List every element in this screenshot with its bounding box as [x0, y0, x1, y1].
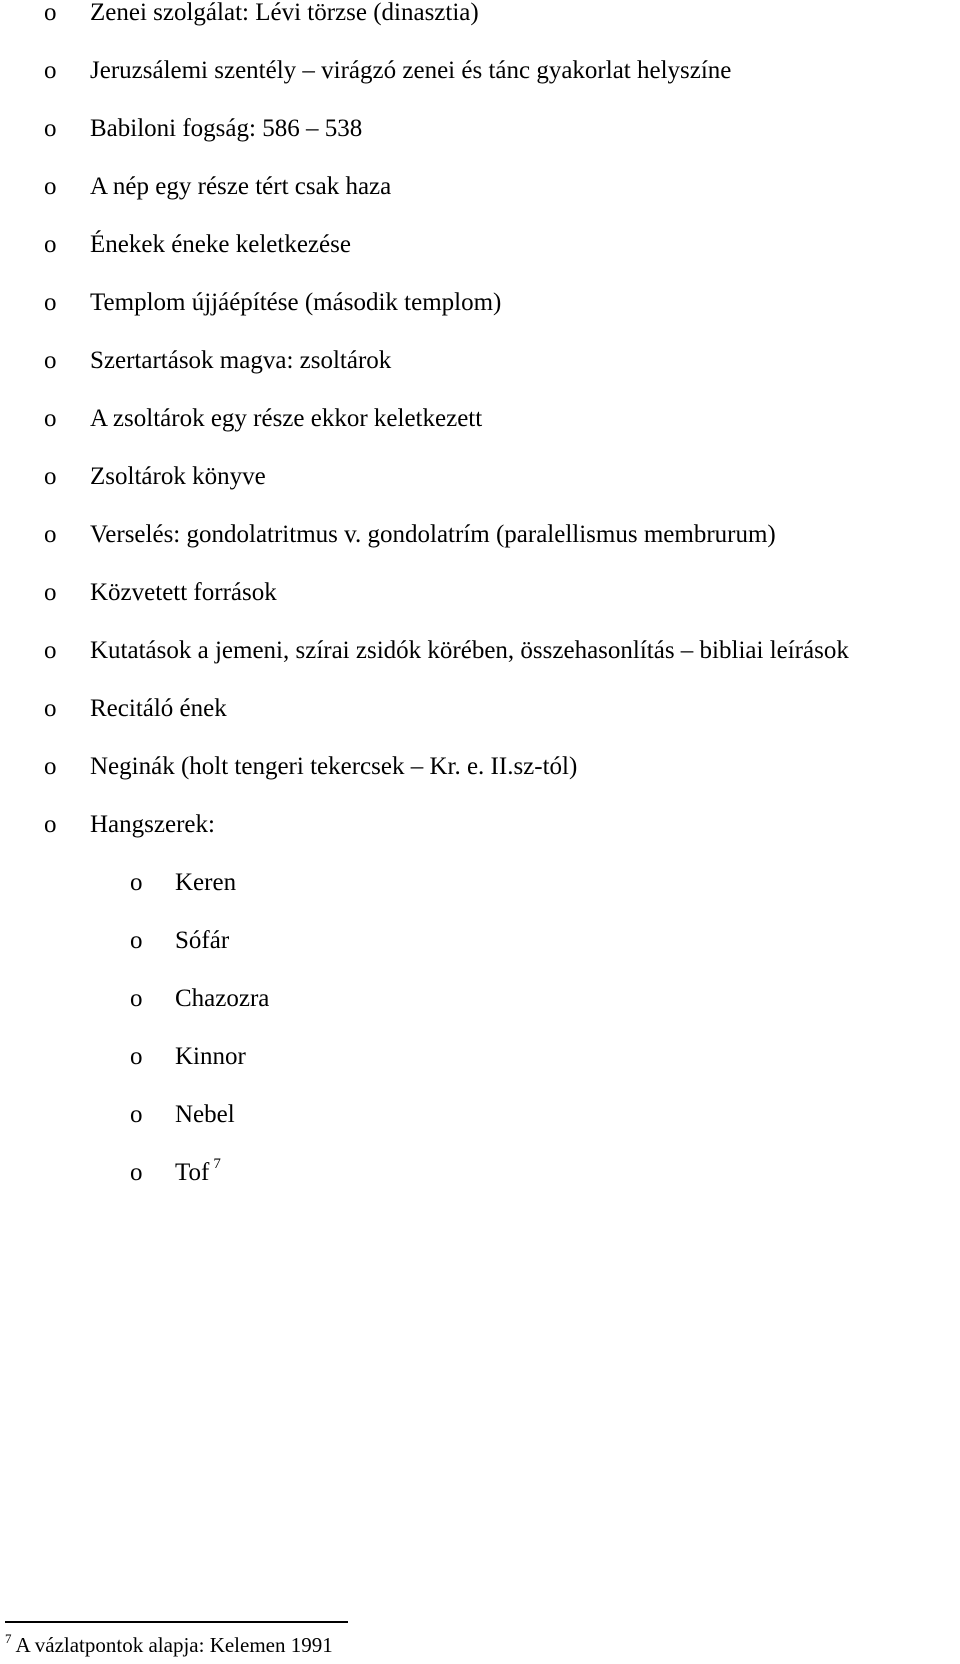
list-item-text: Templom újjáépítése (második templom) — [90, 289, 502, 316]
list-item-text: Zsoltárok könyve — [90, 463, 266, 490]
footnote-number: 7 — [5, 1631, 12, 1646]
list-item — [0, 287, 960, 319]
list-item-text: Verselés: gondolatritmus v. gondolatrím (paralellismus membrurum) — [90, 521, 776, 548]
sublist-bullet: o — [130, 1101, 143, 1128]
list-item-text: Zenei szolgálat: Lévi törzse (dinasztia) — [90, 0, 479, 26]
list-item-text: Kutatások a jemeni, szírai zsidók körében, összehasonlítás – bibliai leírások — [90, 637, 849, 664]
list-bullet: o — [44, 753, 57, 780]
sublist-item-text: Sófár — [175, 927, 230, 954]
list-item-text: Szertartások magva: zsoltárok — [90, 347, 392, 374]
list-item — [0, 635, 960, 667]
sublist-item-text: Keren — [175, 869, 237, 896]
list-bullet: o — [44, 289, 57, 316]
sublist-item — [0, 925, 960, 957]
footnote — [5, 1632, 333, 1658]
list-item — [0, 577, 960, 609]
sublist-item-label: Tof — [175, 1159, 210, 1186]
list-item — [0, 171, 960, 203]
list-bullet: o — [44, 463, 57, 490]
sublist-item-text: Chazozra — [175, 985, 270, 1012]
list-item-text: Recitáló ének — [90, 695, 227, 722]
list-item-text: Neginák (holt tengeri tekercsek – Kr. e. II.sz-tól) — [90, 753, 578, 780]
sublist-bullet: o — [130, 1043, 143, 1070]
list-bullet: o — [44, 0, 57, 26]
list-item — [0, 751, 960, 783]
list-item — [0, 693, 960, 725]
sublist-item — [0, 867, 960, 899]
sublist-item-text — [175, 1157, 221, 1189]
footnote-separator — [5, 1621, 348, 1623]
list-bullet: o — [44, 231, 57, 258]
list-item-text: Babiloni fogság: 586 – 538 — [90, 115, 363, 142]
list-bullet: o — [44, 695, 57, 722]
sublist-item-text: Kinnor — [175, 1043, 246, 1070]
sublist-item — [0, 1157, 960, 1189]
sublist-bullet: o — [130, 985, 143, 1012]
list-item — [0, 403, 960, 435]
list-item — [0, 461, 960, 493]
list-bullet: o — [44, 521, 57, 548]
list-bullet: o — [44, 347, 57, 374]
sublist-item — [0, 983, 960, 1015]
list-item — [0, 345, 960, 377]
list-item — [0, 809, 960, 841]
list-item — [0, 229, 960, 261]
list-item-text: Közvetett források — [90, 579, 277, 606]
sublist-bullet: o — [130, 869, 143, 896]
list-item-text: A zsoltárok egy része ekkor keletkezett — [90, 405, 483, 432]
list-bullet: o — [44, 637, 57, 664]
sublist-item — [0, 1041, 960, 1073]
list-bullet: o — [44, 579, 57, 606]
list-bullet: o — [44, 115, 57, 142]
list-bullet: o — [44, 57, 57, 84]
list-bullet: o — [44, 405, 57, 432]
sublist-item-text: Nebel — [175, 1101, 235, 1128]
list-item-text: A nép egy része tért csak haza — [90, 173, 392, 200]
list-item — [0, 519, 960, 551]
list-item — [0, 0, 960, 29]
list-bullet: o — [44, 811, 57, 838]
list-item-text: Énekek éneke keletkezése — [90, 231, 351, 258]
footnote-reference[interactable]: 7 — [213, 1156, 221, 1172]
list-item — [0, 113, 960, 145]
footnote-text: A vázlatpontok alapja: Kelemen 1991 — [15, 1633, 333, 1657]
sublist-bullet: o — [130, 927, 143, 954]
list-item — [0, 55, 960, 87]
list-item-text: Jeruzsálemi szentély – virágzó zenei és tánc gyakorlat helyszíne — [90, 57, 732, 84]
list-bullet: o — [44, 173, 57, 200]
sublist-bullet: o — [130, 1159, 143, 1186]
list-item-text: Hangszerek: — [90, 811, 215, 838]
sublist-item — [0, 1099, 960, 1131]
